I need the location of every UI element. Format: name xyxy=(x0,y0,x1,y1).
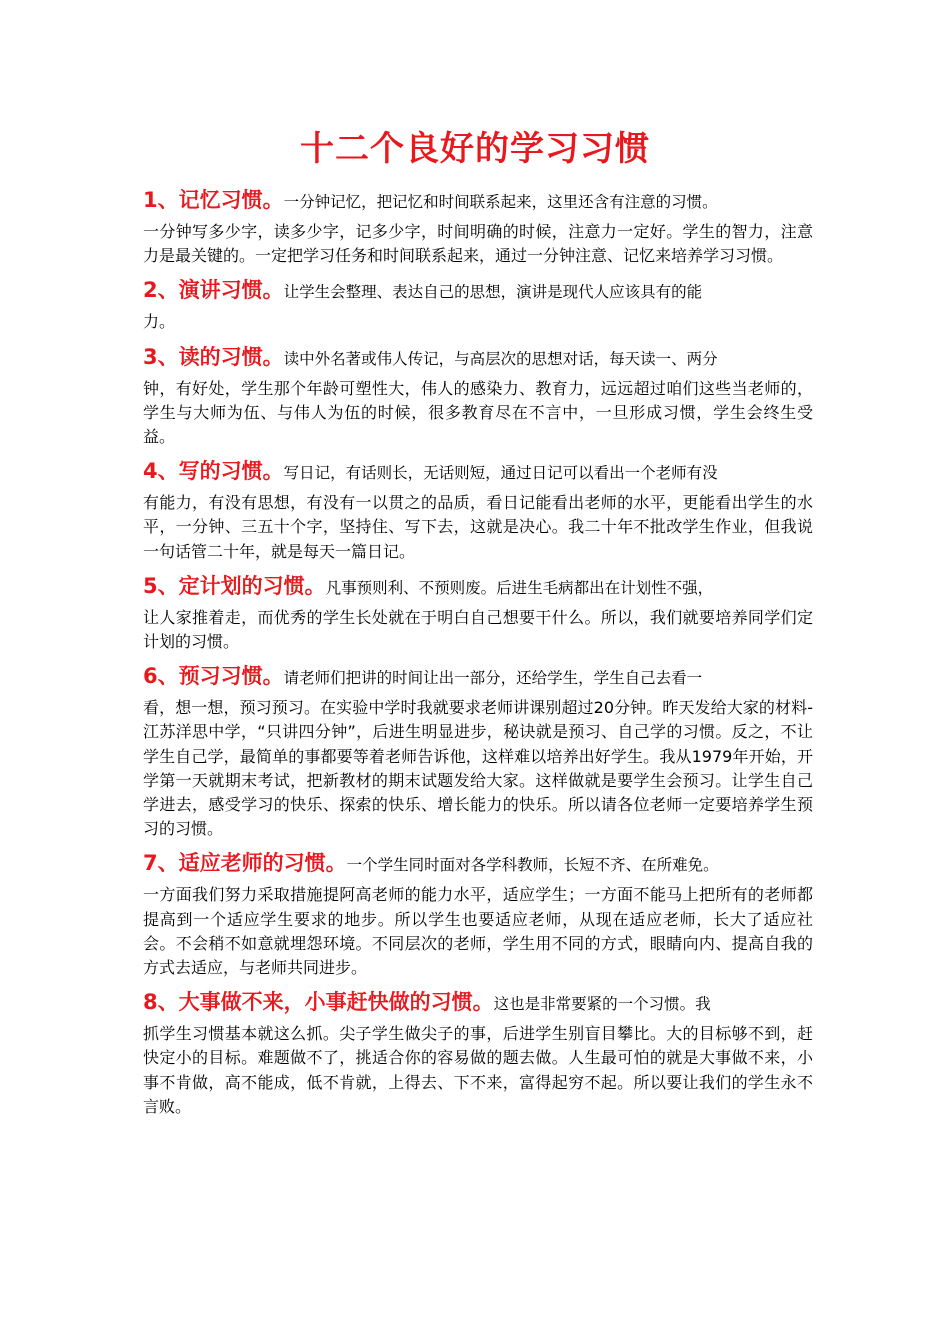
habit-body-text: 一方面我们努力采取措施提阿高老师的能力水平，适应学生；一方面不能马上把所有的老师都提高到一个适应学生要求的地步。所以学生也要适应老师，从现在适应老师，长大了适应社会。不会稍不如意就埋怨环境。不同层次的老师，学生用不同的方式，眼睛向内、提高自我的方式去适应，与老师共同进步。 xyxy=(143,885,813,978)
habit-item-7 xyxy=(143,845,813,980)
habit-item-2 xyxy=(143,272,813,334)
habit-heading: 3、读的习惯。 xyxy=(143,344,284,369)
habit-first-line xyxy=(143,845,813,883)
habit-first-line xyxy=(143,568,813,606)
habit-lead-text: 读中外名著或伟人传记，与高层次的思想对话，每天读一、两分 xyxy=(283,349,718,368)
habit-lead-text: 一个学生同时面对各学科教师，长短不齐、在所难免。 xyxy=(346,856,719,875)
habit-first-line xyxy=(143,272,813,310)
habit-body-text: 力。 xyxy=(143,312,176,332)
habit-item-4 xyxy=(143,453,813,564)
habit-lead-text: 这也是非常要紧的一个习惯。我 xyxy=(493,995,711,1014)
habit-first-line xyxy=(143,182,813,220)
habit-item-5 xyxy=(143,568,813,654)
habit-heading: 5、定计划的习惯。 xyxy=(143,573,326,598)
habit-first-line xyxy=(143,339,813,377)
document-title: 十二个良好的学习习惯 xyxy=(300,129,650,169)
habit-body-text: 看，想一想，预习预习。在实验中学时我就要求老师讲课别超过20分钟。昨天发给大家的材料-江苏洋思中学，“只讲四分钟”，后进生明显进步，秘诀就是预习、自己学的习惯。反之，不让学生自己学，最简单的事都要等着老师告诉他，这样难以培养出好学生。我从1979年开始，开学第一天就期末考试，把新教材的期末试题发给大家。这样做就是要学生会预习。让学生自己学进去，感受学习的快乐、探索的快乐、增长能力的快乐。所以请各位老师一定要培养学生预习的习惯。 xyxy=(143,698,813,839)
habit-item-3 xyxy=(143,339,813,450)
habit-lead-text: 请老师们把讲的时间让出一部分，还给学生，学生自己去看一 xyxy=(283,669,703,688)
habit-body-text: 钟，有好处，学生那个年龄可塑性大，伟人的感染力、教育力，远远超过咱们这些当老师的，学生与大师为伍、与伟人为伍的时候，很多教育尽在不言中，一旦形成习惯，学生会终生受益。 xyxy=(143,378,813,447)
habit-body-text: 有能力，有没有思想，有没有一以贯之的品质，看日记能看出老师的水平，更能看出学生的水平，一分钟、三五十个字，坚持住、写下去，这就是决心。我二十年不批改学生作业，但我说一句话管二十年，就是每天一篇日记。 xyxy=(143,493,813,561)
habit-heading: 4、写的习惯。 xyxy=(143,459,284,484)
habit-heading: 8、大事做不来，小事赶快做的习惯。 xyxy=(143,990,494,1015)
habit-heading: 7、适应老师的习惯。 xyxy=(143,851,347,876)
habit-heading: 2、演讲习惯。 xyxy=(143,278,284,303)
habit-first-line xyxy=(143,984,813,1022)
habit-list xyxy=(143,182,813,1123)
habit-item-8 xyxy=(143,984,813,1119)
habit-heading: 1、记忆习惯。 xyxy=(143,188,284,212)
habit-lead-text: 一分钟记忆，把记忆和时间联系起来，这里还含有注意的习惯。 xyxy=(283,193,718,211)
habit-item-1 xyxy=(143,182,813,268)
habit-lead-text: 让学生会整理、表达自己的思想，演讲是现代人应该具有的能 xyxy=(283,283,703,302)
habit-body-text: 抓学生习惯基本就这么抓。尖子学生做尖子的事，后进学生别盲目攀比。大的目标够不到，赶快定小的目标。难题做不了，挑适合你的容易做的题去做。人生最可怕的就是大事做不来，小事不肯做，高不能成，低不肯就，上得去、下不来，富得起穷不起。所以要让我们的学生永不言败。 xyxy=(143,1024,813,1116)
habit-body-text: 一分钟写多少字，读多少字，记多少字，时间明确的时候，注意力一定好。学生的智力，注意力是最关键的。一定把学习任务和时间联系起来，通过一分钟注意、记忆来培养学习习惯。 xyxy=(143,222,813,266)
habit-lead-text: 凡事预则利、不预则废。后进生毛病都出在计划性不强， xyxy=(325,578,714,597)
habit-heading: 6、预习习惯。 xyxy=(143,664,284,689)
habit-first-line xyxy=(143,453,813,491)
habit-item-6 xyxy=(143,658,813,841)
habit-body-text: 让人家推着走，而优秀的学生长处就在于明白自己想要干什么。所以，我们就要培养同学们定计划的习惯。 xyxy=(143,607,813,652)
habit-lead-text: 写日记，有话则长，无话则短，通过日记可以看出一个老师有没 xyxy=(283,464,718,483)
habit-first-line xyxy=(143,658,813,696)
